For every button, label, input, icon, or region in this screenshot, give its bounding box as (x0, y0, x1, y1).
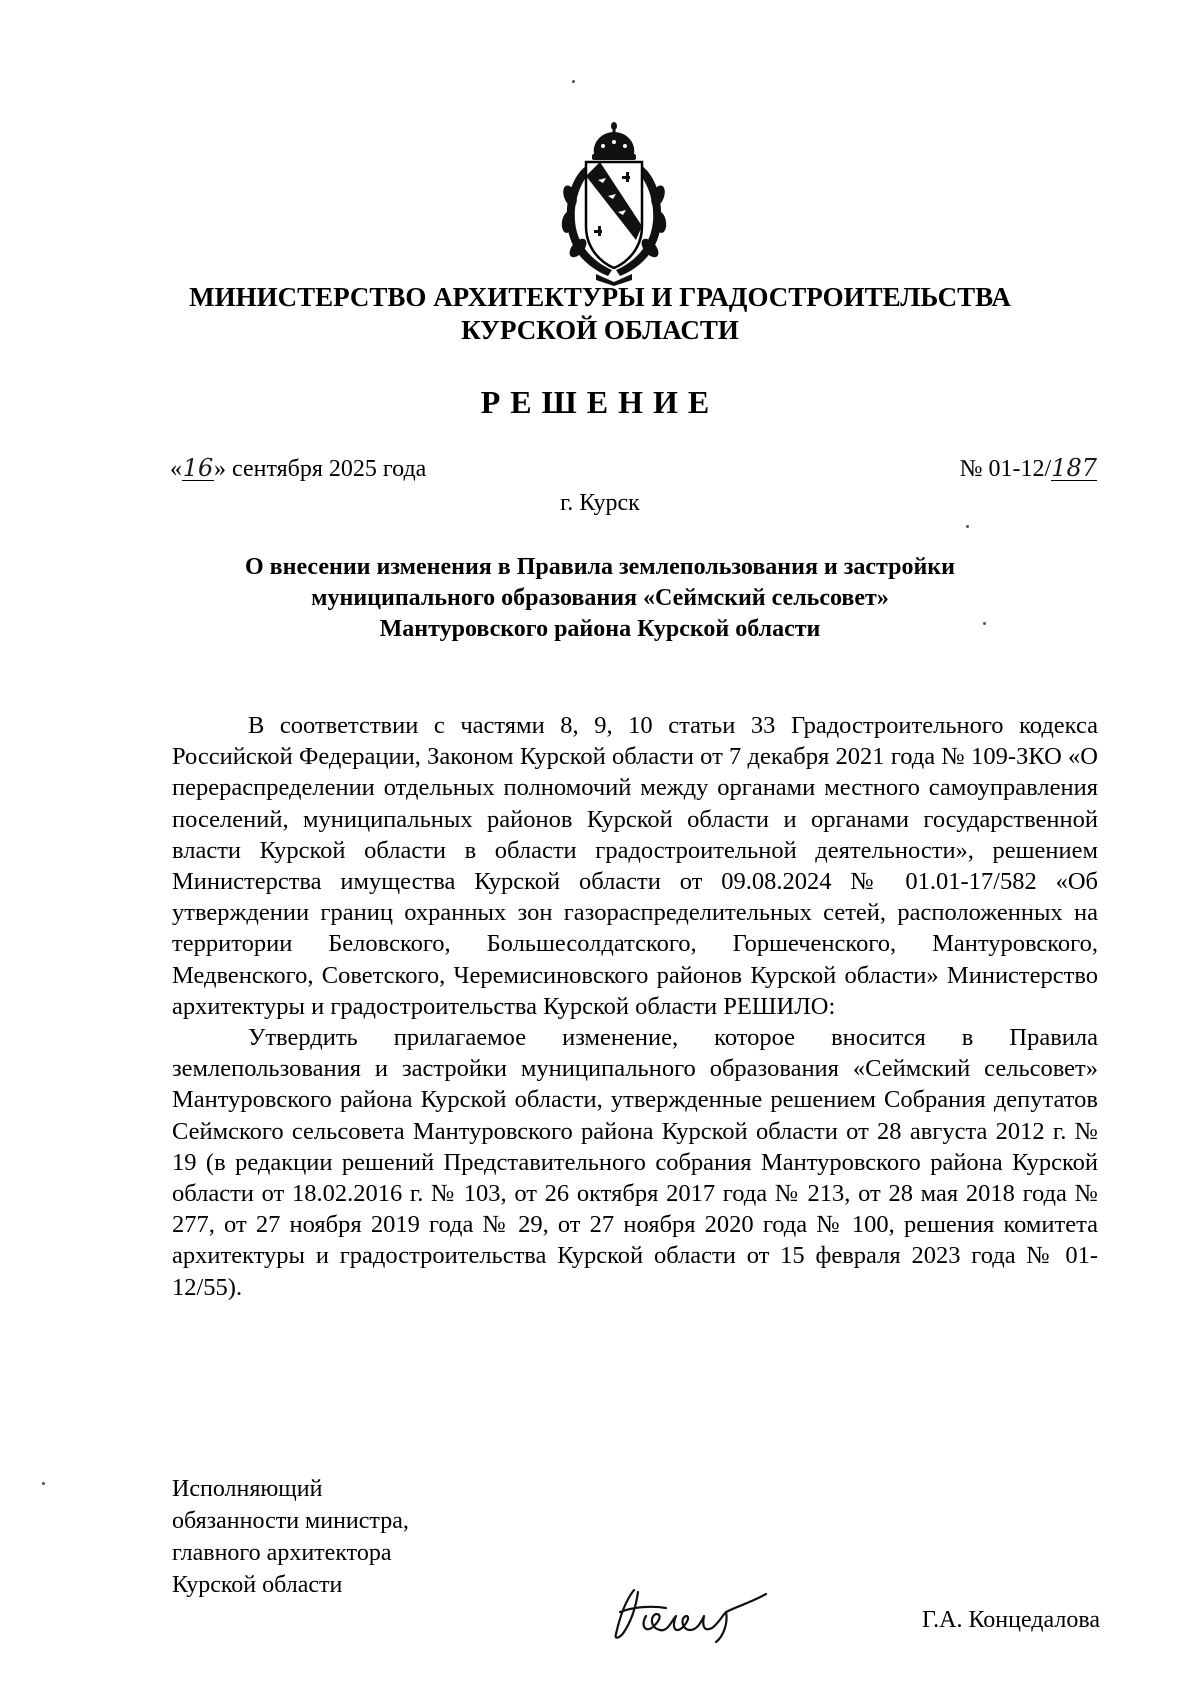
scan-speck (966, 525, 969, 528)
document-date (170, 456, 426, 483)
date-month-year: » сентября 2025 года (214, 456, 427, 482)
ministry-name-line1: МИНИСТЕРСТВО АРХИТЕКТУРЫ И ГРАДОСТРОИТЕЛЬСТВА (189, 282, 1011, 312)
date-day-handwritten: 16 (182, 454, 214, 482)
subject-line1: О внесении изменения в Правила землепользования и застройки (245, 554, 955, 580)
document-city: г. Курск (560, 490, 640, 516)
scan-speck (572, 80, 575, 83)
date-open-quote: « (170, 456, 182, 482)
number-handwritten: 187 (1051, 454, 1097, 482)
subject-line3: Мантуровского района Курской области (379, 616, 821, 642)
document-body (172, 710, 1098, 1303)
signatory-title-line4: Курской области (172, 1572, 343, 1598)
subject-line2: муниципального образования «Сеймский сельсовет» (311, 585, 889, 611)
scan-speck (42, 1482, 45, 1485)
signatory-title-line3: главного архитектора (172, 1540, 392, 1566)
document-type-title: РЕШЕНИЕ (480, 384, 720, 420)
body-paragraph-1: В соответствии с частями 8, 9, 10 статьи 33 Градостроительного кодекса Российской Федерации, Законом Курской области от 7 декабря 2021 года № 109-ЗКО «О перераспределении отдельных полномочий между органами местного самоуправления поселений, муниципальных районов Курской области и органами государственной власти Курской области в области градостроительной деятельности», решением Министерства имущества Курской области от 09.08.2024 № 01.01-17/582 «Об утверждении границ охранных зон газораспределительных сетей, расположенных на территории Беловского, Большесолдатского, Горшеченского, Мантуровского, Медвенского, Советского, Черемисиновского районов Курской области» Министерство архитектуры и градостроительства Курской области РЕШИЛО: (172, 712, 1098, 1020)
ministry-name-line2: КУРСКОЙ ОБЛАСТИ (461, 315, 739, 345)
scan-speck (983, 622, 986, 625)
handwritten-signature-icon (606, 1576, 776, 1646)
body-paragraph-2: Утвердить прилагаемое изменение, которое вносится в Правила землепользования и застройки муниципального образования «Сеймский сельсовет» Мантуровского района Курской области, утвержденные решением Собрания депутатов Сеймского сельсовета Мантуровского района Курской области от 28 августа 2012 г. № 19 (в редакции решений Представительного собрания Мантуровского района Курской области от 18.02.2016 г. № 103, от 26 октября 2017 года № 213, от 28 мая 2018 года № 277, от 27 ноября 2019 года № 29, от 27 ноября 2020 года № 100, решения комитета архитектуры и градостроительства Курской области от 15 февраля 2023 года № 01-12/55). (172, 1024, 1098, 1301)
signatory-name: Г.А. Концедалова (921, 1607, 1100, 1633)
document-number (960, 456, 1097, 483)
document-subject (0, 552, 1200, 645)
signatory-title-line2: обязанности министра, (172, 1508, 409, 1534)
signatory-title (172, 1473, 409, 1601)
coat-of-arms-icon (556, 118, 672, 286)
signatory-title-line1: Исполняющий (172, 1476, 323, 1502)
number-prefix: № 01-12/ (959, 456, 1052, 482)
